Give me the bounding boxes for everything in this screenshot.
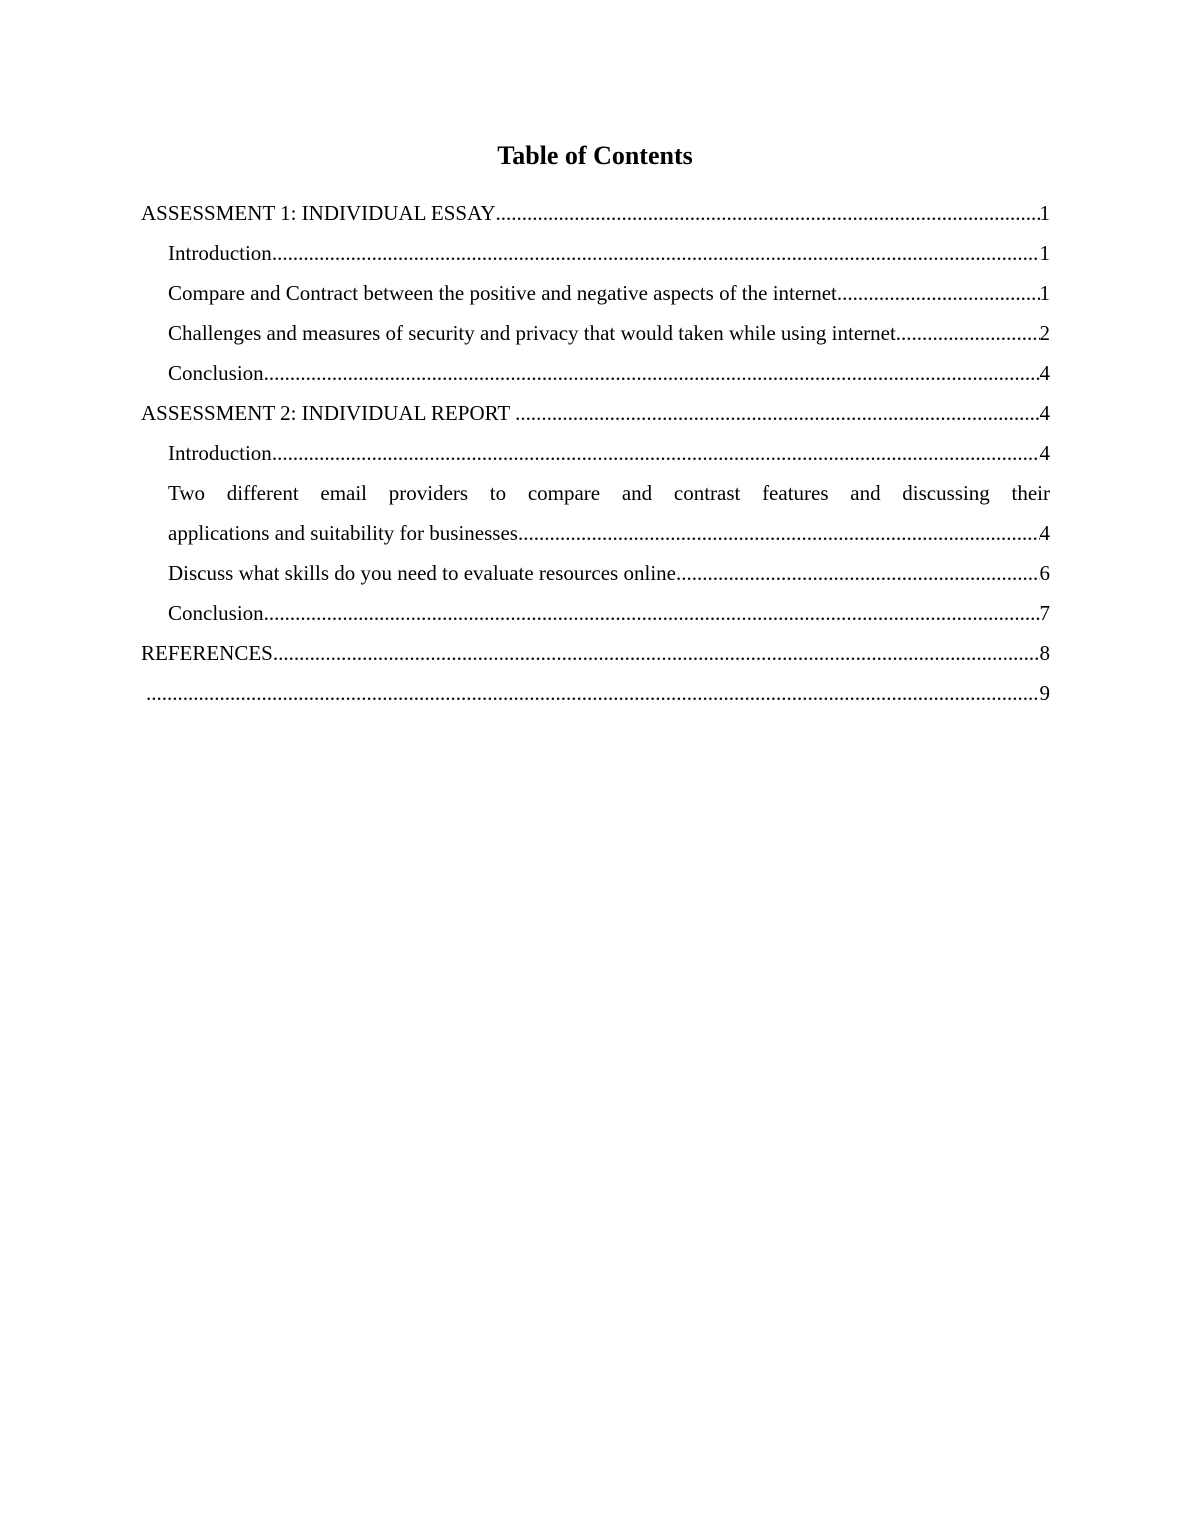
toc-entry[interactable] <box>141 433 1050 473</box>
toc-page-number: 1 <box>1039 241 1050 265</box>
toc-entry-label: Challenges and measures of security and privacy that would taken while using internet <box>168 321 896 345</box>
toc-page-number: 4 <box>1039 361 1050 385</box>
toc-entry[interactable] <box>141 673 1050 713</box>
toc-leader-dots <box>264 593 1040 633</box>
toc-leader-dots <box>896 313 1040 353</box>
toc-page-number: 4 <box>1039 441 1050 465</box>
toc-entry[interactable] <box>141 193 1050 233</box>
toc-entry-label: Introduction <box>168 441 272 465</box>
toc-entry-label: ASSESSMENT 1: INDIVIDUAL ESSAY <box>141 201 496 225</box>
toc-page-number: 2 <box>1039 321 1050 345</box>
toc-entry[interactable] <box>141 273 1050 313</box>
toc-leader-dots <box>518 513 1040 553</box>
toc-entry-label-line-2: applications and suitability for businesses <box>168 521 518 545</box>
toc-leader-dots <box>273 633 1040 673</box>
toc-page-number: 4 <box>1039 401 1050 425</box>
toc-entry-label: Conclusion <box>168 361 264 385</box>
toc-page-number: 9 <box>1039 681 1050 705</box>
toc-page-number: 1 <box>1039 281 1050 305</box>
toc-leader-dots <box>272 233 1040 273</box>
toc-leader-dots <box>272 433 1040 473</box>
toc-page-number: 1 <box>1039 201 1050 225</box>
toc-leader-dots <box>837 273 1040 313</box>
toc-page-number: 4 <box>1039 521 1050 545</box>
toc-entry-label: Compare and Contract between the positive and negative aspects of the internet <box>168 281 837 305</box>
toc-entry-label: Introduction <box>168 241 272 265</box>
toc-entry[interactable] <box>141 353 1050 393</box>
toc-entry[interactable] <box>141 633 1050 673</box>
toc-leader-dots <box>146 673 1040 713</box>
toc-entry[interactable] <box>141 233 1050 273</box>
toc-entry[interactable] <box>141 393 1050 433</box>
toc-entry-label-line-1: Two different email providers to compare and contrast features and discussing their <box>168 481 1050 505</box>
toc-leader-dots <box>515 393 1039 433</box>
toc-leader-dots <box>496 193 1040 233</box>
toc-list <box>141 193 1050 713</box>
toc-entry[interactable] <box>141 593 1050 633</box>
toc-title: Table of Contents <box>497 141 693 170</box>
toc-entry-label: REFERENCES <box>141 641 273 665</box>
toc-leader-dots <box>676 553 1040 593</box>
toc-page-number: 8 <box>1039 641 1050 665</box>
toc-entry[interactable] <box>141 313 1050 353</box>
toc-page-number: 6 <box>1039 561 1050 585</box>
toc-page-number: 7 <box>1039 601 1050 625</box>
toc-entry-label: Discuss what skills do you need to evaluate resources online <box>168 561 676 585</box>
toc-entry[interactable] <box>141 473 1050 553</box>
toc-entry[interactable] <box>141 553 1050 593</box>
toc-entry-label: Conclusion <box>168 601 264 625</box>
toc-leader-dots <box>264 353 1040 393</box>
toc-entry-label: ASSESSMENT 2: INDIVIDUAL REPORT <box>141 401 516 425</box>
